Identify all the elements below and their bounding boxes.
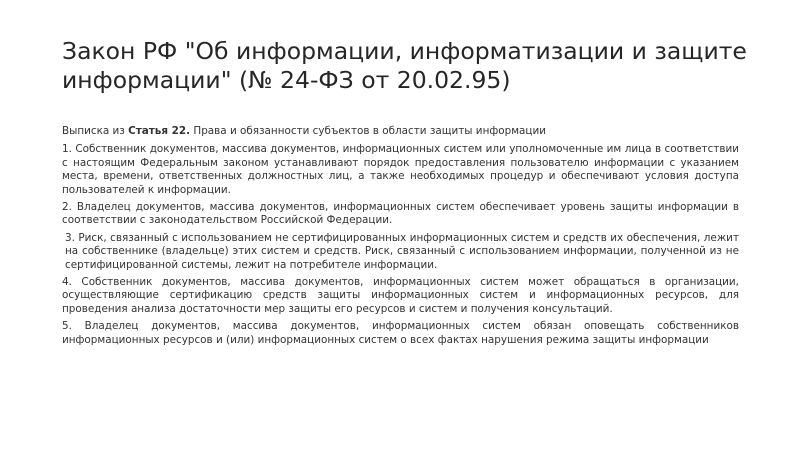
paragraph-4: 4. Собственник документов, массива документов, информационных систем может обращаться в организации, осуществляющие сертификацию средств защиты информационных систем и информационных ресурсов, для проведения анализа достаточности мер защиты его ресурсов и систем и получения консультаций.: [62, 276, 739, 315]
slide-body: [62, 125, 739, 351]
article-intro: [62, 125, 739, 138]
paragraph-2: 2. Владелец документов, массива документов, информационных систем обеспечивает уровень защиты информации в соответствии с законодательством Российской Федерации.: [62, 201, 739, 227]
slide-title: Закон РФ "Об информации, информатизации и защите информации" (№ 24-ФЗ от 20.02.95): [62, 37, 747, 94]
paragraph-5: 5. Владелец документов, массива документов, информационных систем обязан оповещать собственников информационных ресурсов и (или) информационных систем о всех фактах нарушения режима защиты информации: [62, 320, 739, 346]
paragraph-3: 3. Риск, связанный с использованием не сертифицированных информационных систем и средств их обеспечения, лежит на собственнике (владельце) этих систем и средств. Риск, связанный с использованием информации, полученной из не сертифицированной системы, лежит на потребителе информации.: [65, 231, 739, 271]
article-number: Статья 22.: [128, 125, 191, 137]
intro-suffix: Права и обязанности субъектов в области защиты информации: [190, 125, 546, 137]
paragraph-1: 1. Собственник документов, массива документов, информационных систем или уполномоченные им лица в соответствии с настоящим Федеральным законом устанавливают порядок предоставления пользователю информации с указанием места, времени, ответственных должностных лиц, а также необходимых процедур и обеспечивают условия доступа пользователей к информации.: [62, 143, 739, 196]
intro-prefix: Выписка из: [62, 125, 129, 137]
